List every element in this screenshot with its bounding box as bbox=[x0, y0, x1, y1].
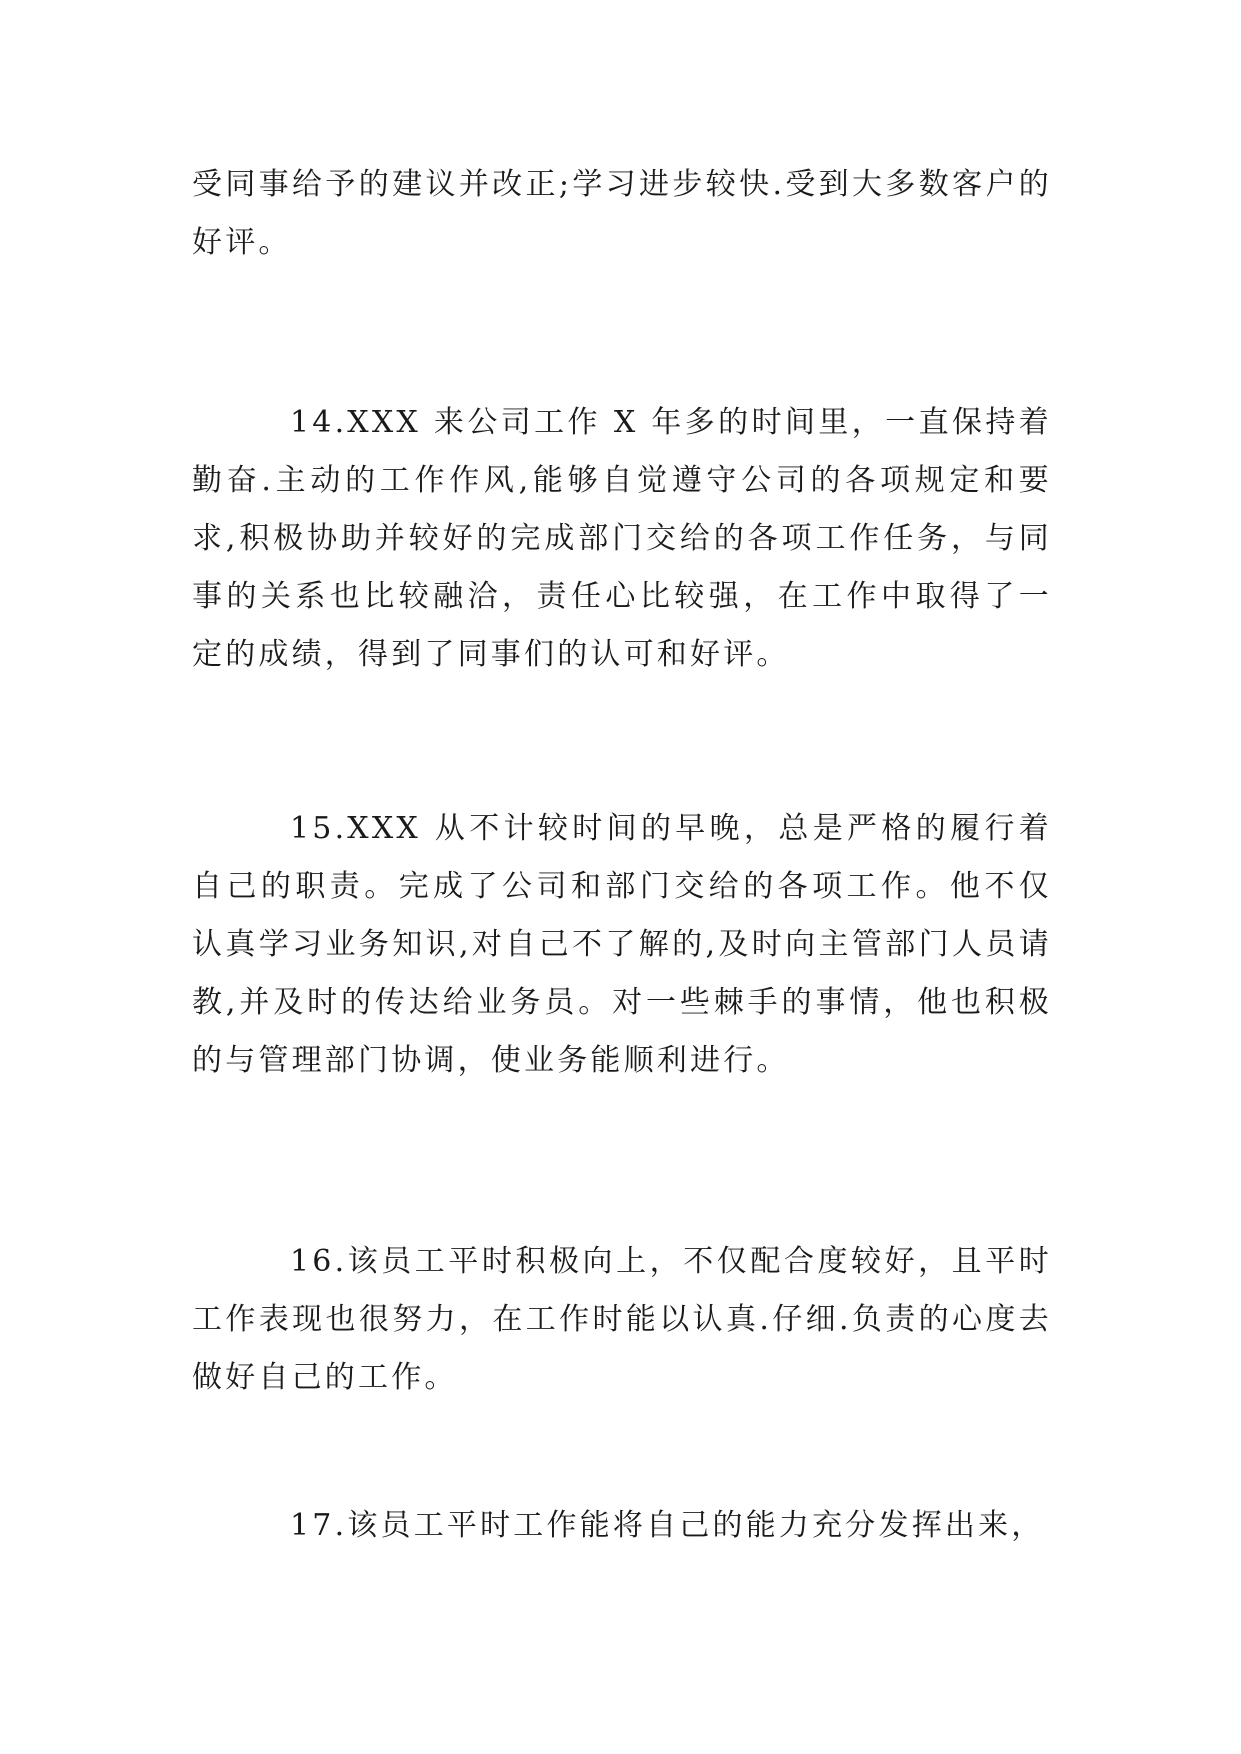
paragraph-14: 14.XXX 来公司工作 X 年多的时间里，一直保持着勤奋.主动的工作作风,能够自觉遵守公司的各项规定和要求,积极协助并较好的完成部门交给的各项工作任务，与同事的关系也比较融洽，责任心比较强，在工作中取得了一定的成绩，得到了同事们的认可和好评。 bbox=[192, 405, 1052, 672]
paragraph-13-continuation: 受同事给予的建议并改正;学习进步较快.受到大多数客户的好评。 bbox=[192, 167, 1052, 260]
paragraph-16: 16.该员工平时积极向上，不仅配合度较好，且平时工作表现也很努力，在工作时能以认真.仔细.负责的心度去做好自己的工作。 bbox=[192, 1244, 1052, 1395]
paragraph-17: 17.该员工平时工作能将自己的能力充分发挥出来， bbox=[290, 1508, 1045, 1543]
paragraph-15: 15.XXX 从不计较时间的早晚，总是严格的履行着自己的职责。完成了公司和部门交给的各项工作。他不仅认真学习业务知识,对自己不了解的,及时向主管部门人员请教,并及时的传达给业务员。对一些棘手的事情，他也积极的与管理部门协调，使业务能顺利进行。 bbox=[192, 811, 1052, 1078]
